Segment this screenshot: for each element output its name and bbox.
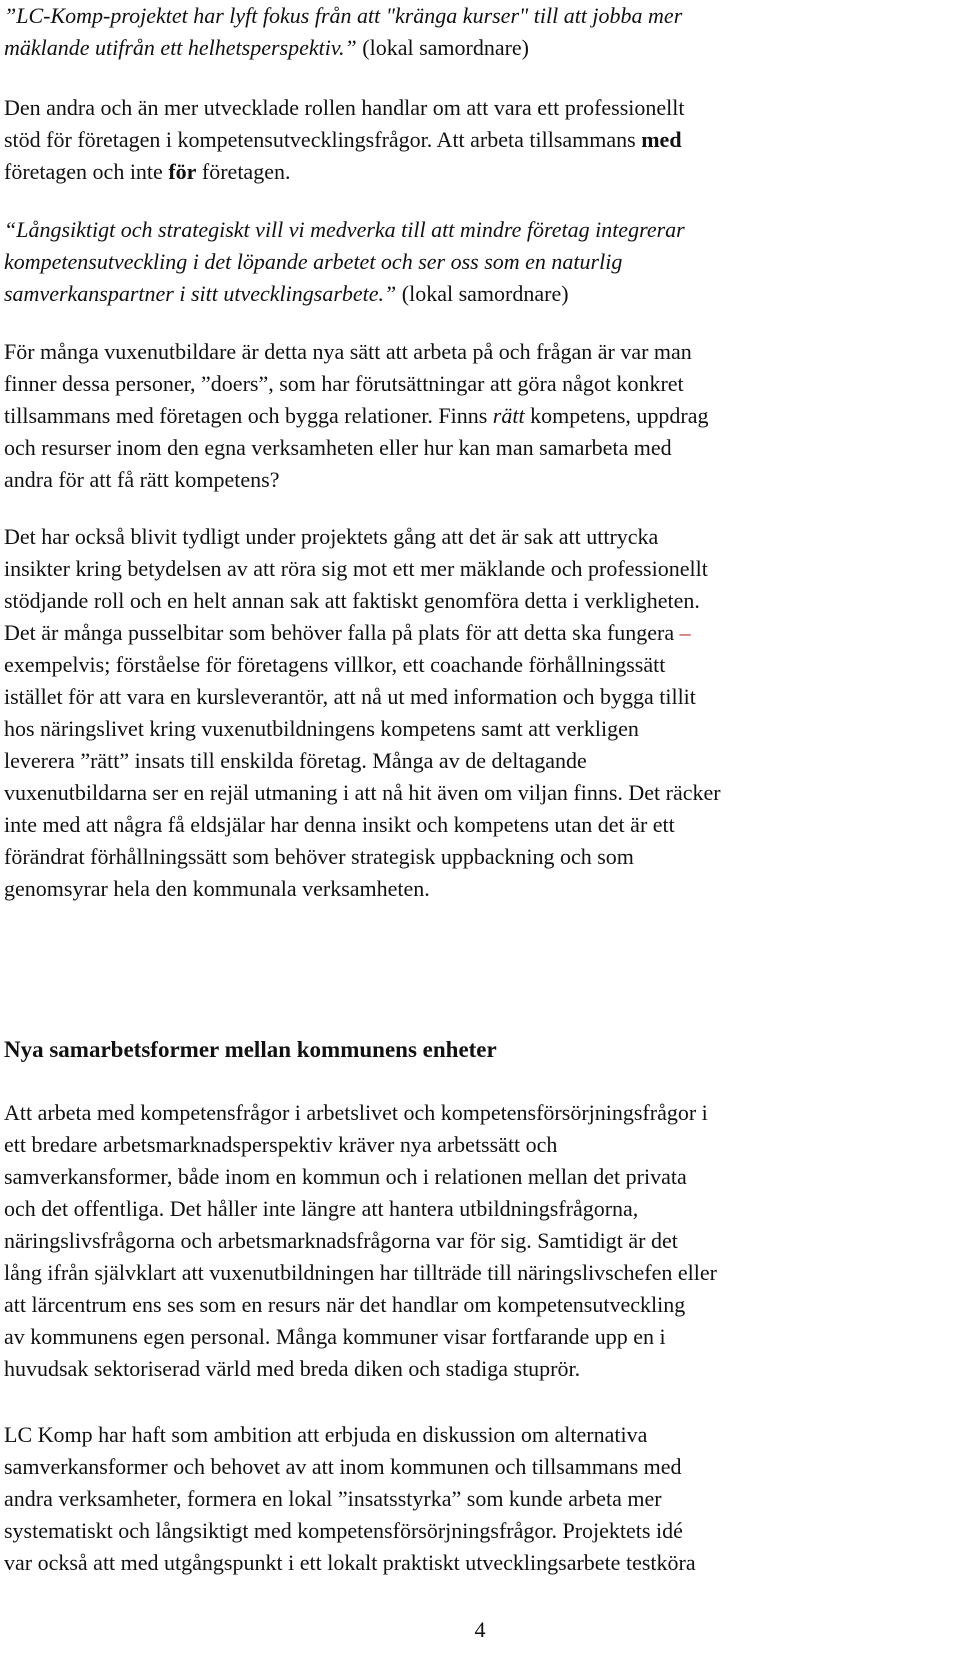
quote-line: “Långsiktigt och strategiskt vill vi medverka till att mindre företag integrerar	[4, 217, 685, 242]
body-paragraph-4	[4, 336, 954, 496]
text-run: tillsammans med företagen och bygga relationer. Finns	[4, 403, 493, 428]
emphasis-text: för	[168, 159, 197, 184]
section-heading: Nya samarbetsformer mellan kommunens enheter	[4, 1037, 497, 1062]
text-line: näringslivsfrågorna och arbetsmarknadsfrågorna var för sig. Samtidigt är det	[4, 1228, 678, 1253]
quote-text: mäklande utifrån ett helhetsperspektiv.”	[4, 35, 357, 60]
text-line: För många vuxenutbildare är detta nya sätt att arbeta på och frågan är var man	[4, 339, 692, 364]
text-line: var också att med utgångspunkt i ett lokalt praktiskt utvecklingsarbete testköra	[4, 1550, 696, 1575]
text-line: ett bredare arbetsmarknadsperspektiv kräver nya arbetssätt och	[4, 1132, 558, 1157]
text-line: stödjande roll och en helt annan sak att faktiskt genomföra detta i verkligheten.	[4, 588, 700, 613]
text-run: företagen.	[196, 159, 291, 184]
text-line: andra för att få rätt kompetens?	[4, 467, 280, 492]
text-line	[4, 400, 954, 432]
text-line: finner dessa personer, ”doers”, som har förutsättningar att göra något konkret	[4, 371, 684, 396]
text-line: och resurser inom den egna verksamheten eller hur kan man samarbeta med	[4, 435, 672, 460]
text-line: hos näringslivet kring vuxenutbildningens kompetens samt att verkligen	[4, 716, 639, 741]
body-paragraph-6	[4, 1097, 954, 1385]
text-line: och det offentliga. Det håller inte längre att hantera utbildningsfrågorna,	[4, 1196, 639, 1221]
text-run: kompetens, uppdrag	[524, 403, 709, 428]
text-run: Det är många pusselbitar som behöver falla på plats för att detta ska fungera	[4, 620, 675, 645]
text-run: stöd för företagen i kompetensutvecklingsfrågor. Att arbeta tillsammans	[4, 127, 642, 152]
text-line: att lärcentrum ens ses som en resurs när det handlar om kompetensutveckling	[4, 1292, 686, 1317]
text-line: huvudsak sektoriserad värld med breda diken och stadiga stuprör.	[4, 1356, 581, 1381]
text-line: samverkansformer och behovet av att inom kommunen och tillsammans med	[4, 1454, 682, 1479]
text-line: samverkansformer, både inom en kommun och i relationen mellan det privata	[4, 1164, 687, 1189]
body-paragraph-7	[4, 1419, 954, 1579]
emphasis-text: med	[641, 127, 682, 152]
quote-line	[4, 278, 954, 310]
quote-text: samverkanspartner i sitt utvecklingsarbete.”	[4, 281, 397, 306]
text-line: vuxenutbildarna ser en rejäl utmaning i att nå hit även om viljan finns. Det räcker	[4, 780, 721, 805]
emphasis-text: rätt	[492, 403, 525, 428]
quote-line: ”LC-Komp-projektet har lyft fokus från att "kränga kurser" till att jobba mer	[4, 3, 683, 28]
quote-line	[4, 32, 954, 64]
dash-mark: –	[674, 620, 691, 645]
text-line: exempelvis; förståelse för företagens villkor, ett coachande förhållningssätt	[4, 652, 666, 677]
text-line: genomsyrar hela den kommunala verksamheten.	[4, 876, 430, 901]
text-line: av kommunens egen personal. Många kommuner visar fortfarande upp en i	[4, 1324, 666, 1349]
text-line	[4, 156, 954, 188]
text-line: lång ifrån självklart att vuxenutbildningen har tillträde till näringslivschefen eller	[4, 1260, 717, 1285]
text-line: LC Komp har haft som ambition att erbjuda en diskussion om alternativa	[4, 1422, 648, 1447]
text-line: insikter kring betydelsen av att röra sig mot ett mer mäklande och professionellt	[4, 556, 708, 581]
body-paragraph-2	[4, 92, 954, 188]
text-run: företagen och inte	[4, 159, 169, 184]
quote-attribution: (lokal samordnare)	[396, 281, 569, 306]
text-line: Den andra och än mer utvecklade rollen handlar om att vara ett professionellt	[4, 95, 685, 120]
quote-paragraph-1	[4, 0, 954, 64]
quote-paragraph-3	[4, 214, 954, 310]
text-line: istället för att vara en kursleverantör, att nå ut med information och bygga tillit	[4, 684, 696, 709]
text-line: andra verksamheter, formera en lokal ”insatsstyrka” som kunde arbeta mer	[4, 1486, 662, 1511]
text-line: inte med att några få eldsjälar har denna insikt och kompetens utan det är ett	[4, 812, 675, 837]
quote-attribution: (lokal samordnare)	[356, 35, 530, 60]
page-number: 4	[474, 1617, 486, 1642]
text-line	[4, 124, 954, 156]
text-line: leverera ”rätt” insats till enskilda företag. Många av de deltagande	[4, 748, 587, 773]
text-line: förändrat förhållningssätt som behöver strategisk uppbackning och som	[4, 844, 634, 869]
quote-line: kompetensutveckling i det löpande arbetet och ser oss som en naturlig	[4, 249, 623, 274]
text-line: Att arbeta med kompetensfrågor i arbetslivet och kompetensförsörjningsfrågor i	[4, 1100, 708, 1125]
text-line: Det har också blivit tydligt under projektets gång att det är sak att uttrycka	[4, 524, 659, 549]
text-line: systematiskt och långsiktigt med kompetensförsörjningsfrågor. Projektets idé	[4, 1518, 683, 1543]
body-paragraph-5	[4, 521, 954, 905]
text-line	[4, 617, 954, 649]
